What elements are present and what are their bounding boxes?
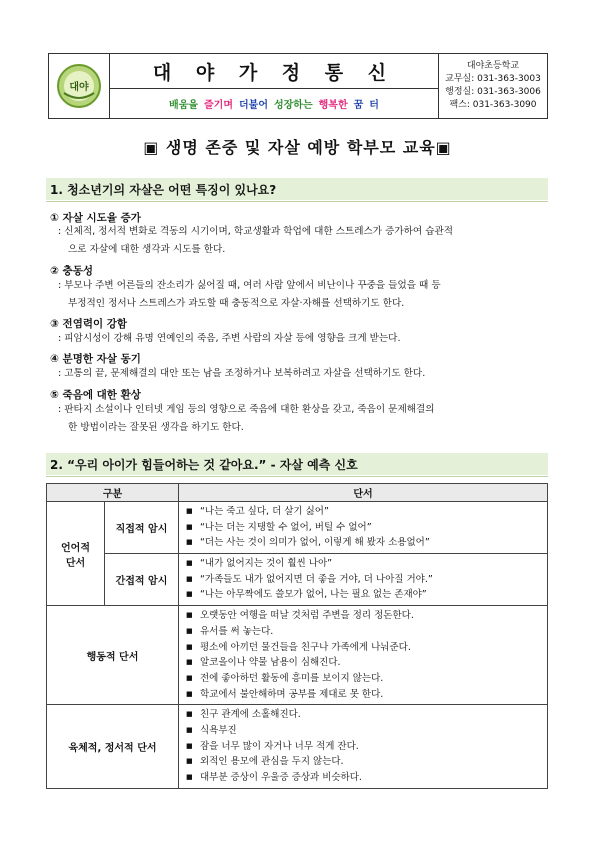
direct-hint-list	[180, 503, 546, 552]
behavioral-cell	[179, 606, 548, 705]
item-2-line-1: : 부모나 주변 어른들의 잔소리가 싫어질 때, 여러 사람 앞에서 비난이나 꾸중을 들었을 때 등	[58, 280, 441, 291]
item-4-line-1: : 고통의 끝, 문제해결의 대안 또는 남을 조정하거나 보복하려고 자살을 선택하기도 한다.	[58, 368, 426, 379]
admin-office-phone: 행정실: 031-363-3006	[445, 87, 541, 97]
section-2-heading	[46, 453, 548, 475]
school-name: 대야초등학교	[466, 61, 520, 71]
list-item: ■ “더는 사는 것이 의미가 없어, 이렇게 해 봤자 소용없어”	[186, 535, 546, 551]
indirect-hint-list	[180, 555, 546, 604]
newsletter-header	[48, 53, 548, 119]
item-1-desc	[58, 223, 543, 259]
school-logo	[56, 63, 102, 109]
list-item: ■ 평소에 아끼던 물건들을 친구나 가족에게 나눠준다.	[186, 640, 546, 656]
school-slogan	[110, 89, 438, 118]
logo-text: 대야	[69, 82, 89, 93]
item-2-desc	[58, 277, 543, 313]
school-contact-info	[439, 54, 547, 118]
table-row	[47, 606, 548, 705]
item-3-desc	[58, 330, 543, 348]
item-3-line-1: : 피암시성이 강해 유명 연예인의 죽음, 주변 사람의 자살 등에 영향을 크게 받는다.	[58, 333, 401, 344]
slogan-word: 터	[369, 100, 379, 111]
verbal-category-label: 언어적 단서	[61, 542, 90, 569]
list-item: ■ 전에 좋아하던 활동에 흥미를 보이지 않는다.	[186, 671, 546, 687]
behavioral-list	[180, 607, 546, 703]
header-center	[110, 54, 439, 118]
section-1-underline	[46, 201, 548, 202]
item-1-line-2: 으로 자살에 대한 생각과 시도를 한다.	[68, 244, 226, 255]
item-1-title: ① 자살 시도율 증가	[50, 212, 141, 224]
item-2-title: ② 충동성	[50, 265, 93, 277]
indirect-hint-label: 간접적 암시	[105, 554, 179, 606]
slogan-word: 성장하는	[273, 100, 313, 111]
list-item: ■ 유서를 써 놓는다.	[186, 624, 546, 640]
list-item: ■ 알코올이나 약물 남용이 심해진다.	[186, 655, 546, 671]
indirect-hint-cell	[179, 554, 548, 606]
direct-hint-label: 직접적 암시	[105, 502, 179, 554]
table-row	[47, 502, 548, 554]
list-item: ■ 학교에서 불안해하며 공부를 제대로 못 한다.	[186, 687, 546, 703]
warning-signs-table	[46, 483, 548, 789]
list-item: ■ “나는 더는 지탱할 수 없어, 버틸 수 없어”	[186, 520, 546, 536]
direct-hint-cell	[179, 502, 548, 554]
item-4-desc	[58, 365, 543, 383]
newsletter-title: 대 야 가 정 통 신	[110, 54, 438, 89]
item-1-line-1: : 신체적, 정서적 변화로 격동의 시기이며, 학교생활과 학업에 대한 스트레스가 증가하여 습관적	[58, 226, 454, 237]
item-5-title: ⑤ 죽음에 대한 환상	[50, 389, 141, 401]
fax-number: 팩스: 031-363-3090	[449, 100, 537, 110]
slogan-word: 행복한	[318, 100, 348, 111]
list-item: ■ 식욕부진	[186, 723, 546, 739]
item-5-line-1: : 판타지 소설이나 인터넷 게임 등의 영향으로 죽음에 대한 환상을 갖고, 죽음이 문제해결의	[58, 404, 435, 415]
section-2-underline	[46, 476, 548, 477]
list-item: ■ “내가 없어지는 것이 훨씬 나아”	[186, 556, 546, 572]
list-item: ■ 대부분 증상이 우울증 증상과 비슷하다.	[186, 770, 546, 786]
physical-emotional-cell	[179, 705, 548, 788]
staff-office-phone: 교무실: 031-363-3003	[445, 74, 541, 84]
item-2-line-2: 부정적인 정서나 스트레스가 과도할 때 충동적으로 자살·자해를 선택하기도 한다.	[68, 298, 405, 309]
page-title: ▣ 생명 존중 및 자살 예방 학부모 교육▣	[143, 138, 452, 157]
physical-emotional-list	[180, 706, 546, 786]
list-item: ■ 외적인 용모에 관심을 두지 않는다.	[186, 754, 546, 770]
list-item: ■ “나는 아무짝에도 쓸모가 없어, 나는 필요 없는 존재야”	[186, 587, 546, 603]
item-3-title: ③ 전염력이 강함	[50, 318, 128, 330]
behavioral-category: 행동적 단서	[47, 606, 179, 705]
slogan-word: 배움을	[169, 100, 199, 111]
header-signal: 단서	[179, 484, 548, 502]
verbal-category	[47, 502, 105, 606]
slogan-word: 꿈	[353, 100, 364, 111]
physical-emotional-category: 육체적, 정서적 단서	[47, 705, 179, 788]
list-item: ■ “가족들도 내가 없어지면 더 좋을 거야, 더 나아질 거야.”	[186, 572, 546, 588]
table-row	[47, 705, 548, 788]
section-2-heading-text: 2. “우리 아이가 힘들어하는 것 같아요.” - 자살 예측 신호	[50, 457, 358, 472]
list-item: ■ 잠을 너무 많이 자거나 너무 적게 잔다.	[186, 739, 546, 755]
slogan-word: 즐기며	[204, 100, 233, 111]
slogan-word: 더불어	[239, 100, 268, 111]
list-item: ■ 오랫동안 여행을 떠날 것처럼 주변을 정리 정돈한다.	[186, 608, 546, 624]
list-item: ■ 친구 관계에 소홀해진다.	[186, 707, 546, 723]
section-1-heading-text: 1. 청소년기의 자살은 어떤 특징이 있나요?	[50, 182, 277, 197]
list-item: ■ “나는 죽고 싶다, 더 살기 싫어”	[186, 504, 546, 520]
section-1-heading	[46, 178, 548, 200]
table-row	[47, 554, 548, 606]
header-category: 구분	[47, 484, 179, 502]
item-4-title: ④ 분명한 자살 동기	[50, 353, 141, 365]
school-logo-cell	[49, 54, 110, 118]
item-5-desc	[58, 401, 543, 437]
table-header-row	[47, 484, 548, 502]
item-5-line-2: 한 방법이라는 잘못된 생각을 하기도 한다.	[68, 422, 244, 433]
